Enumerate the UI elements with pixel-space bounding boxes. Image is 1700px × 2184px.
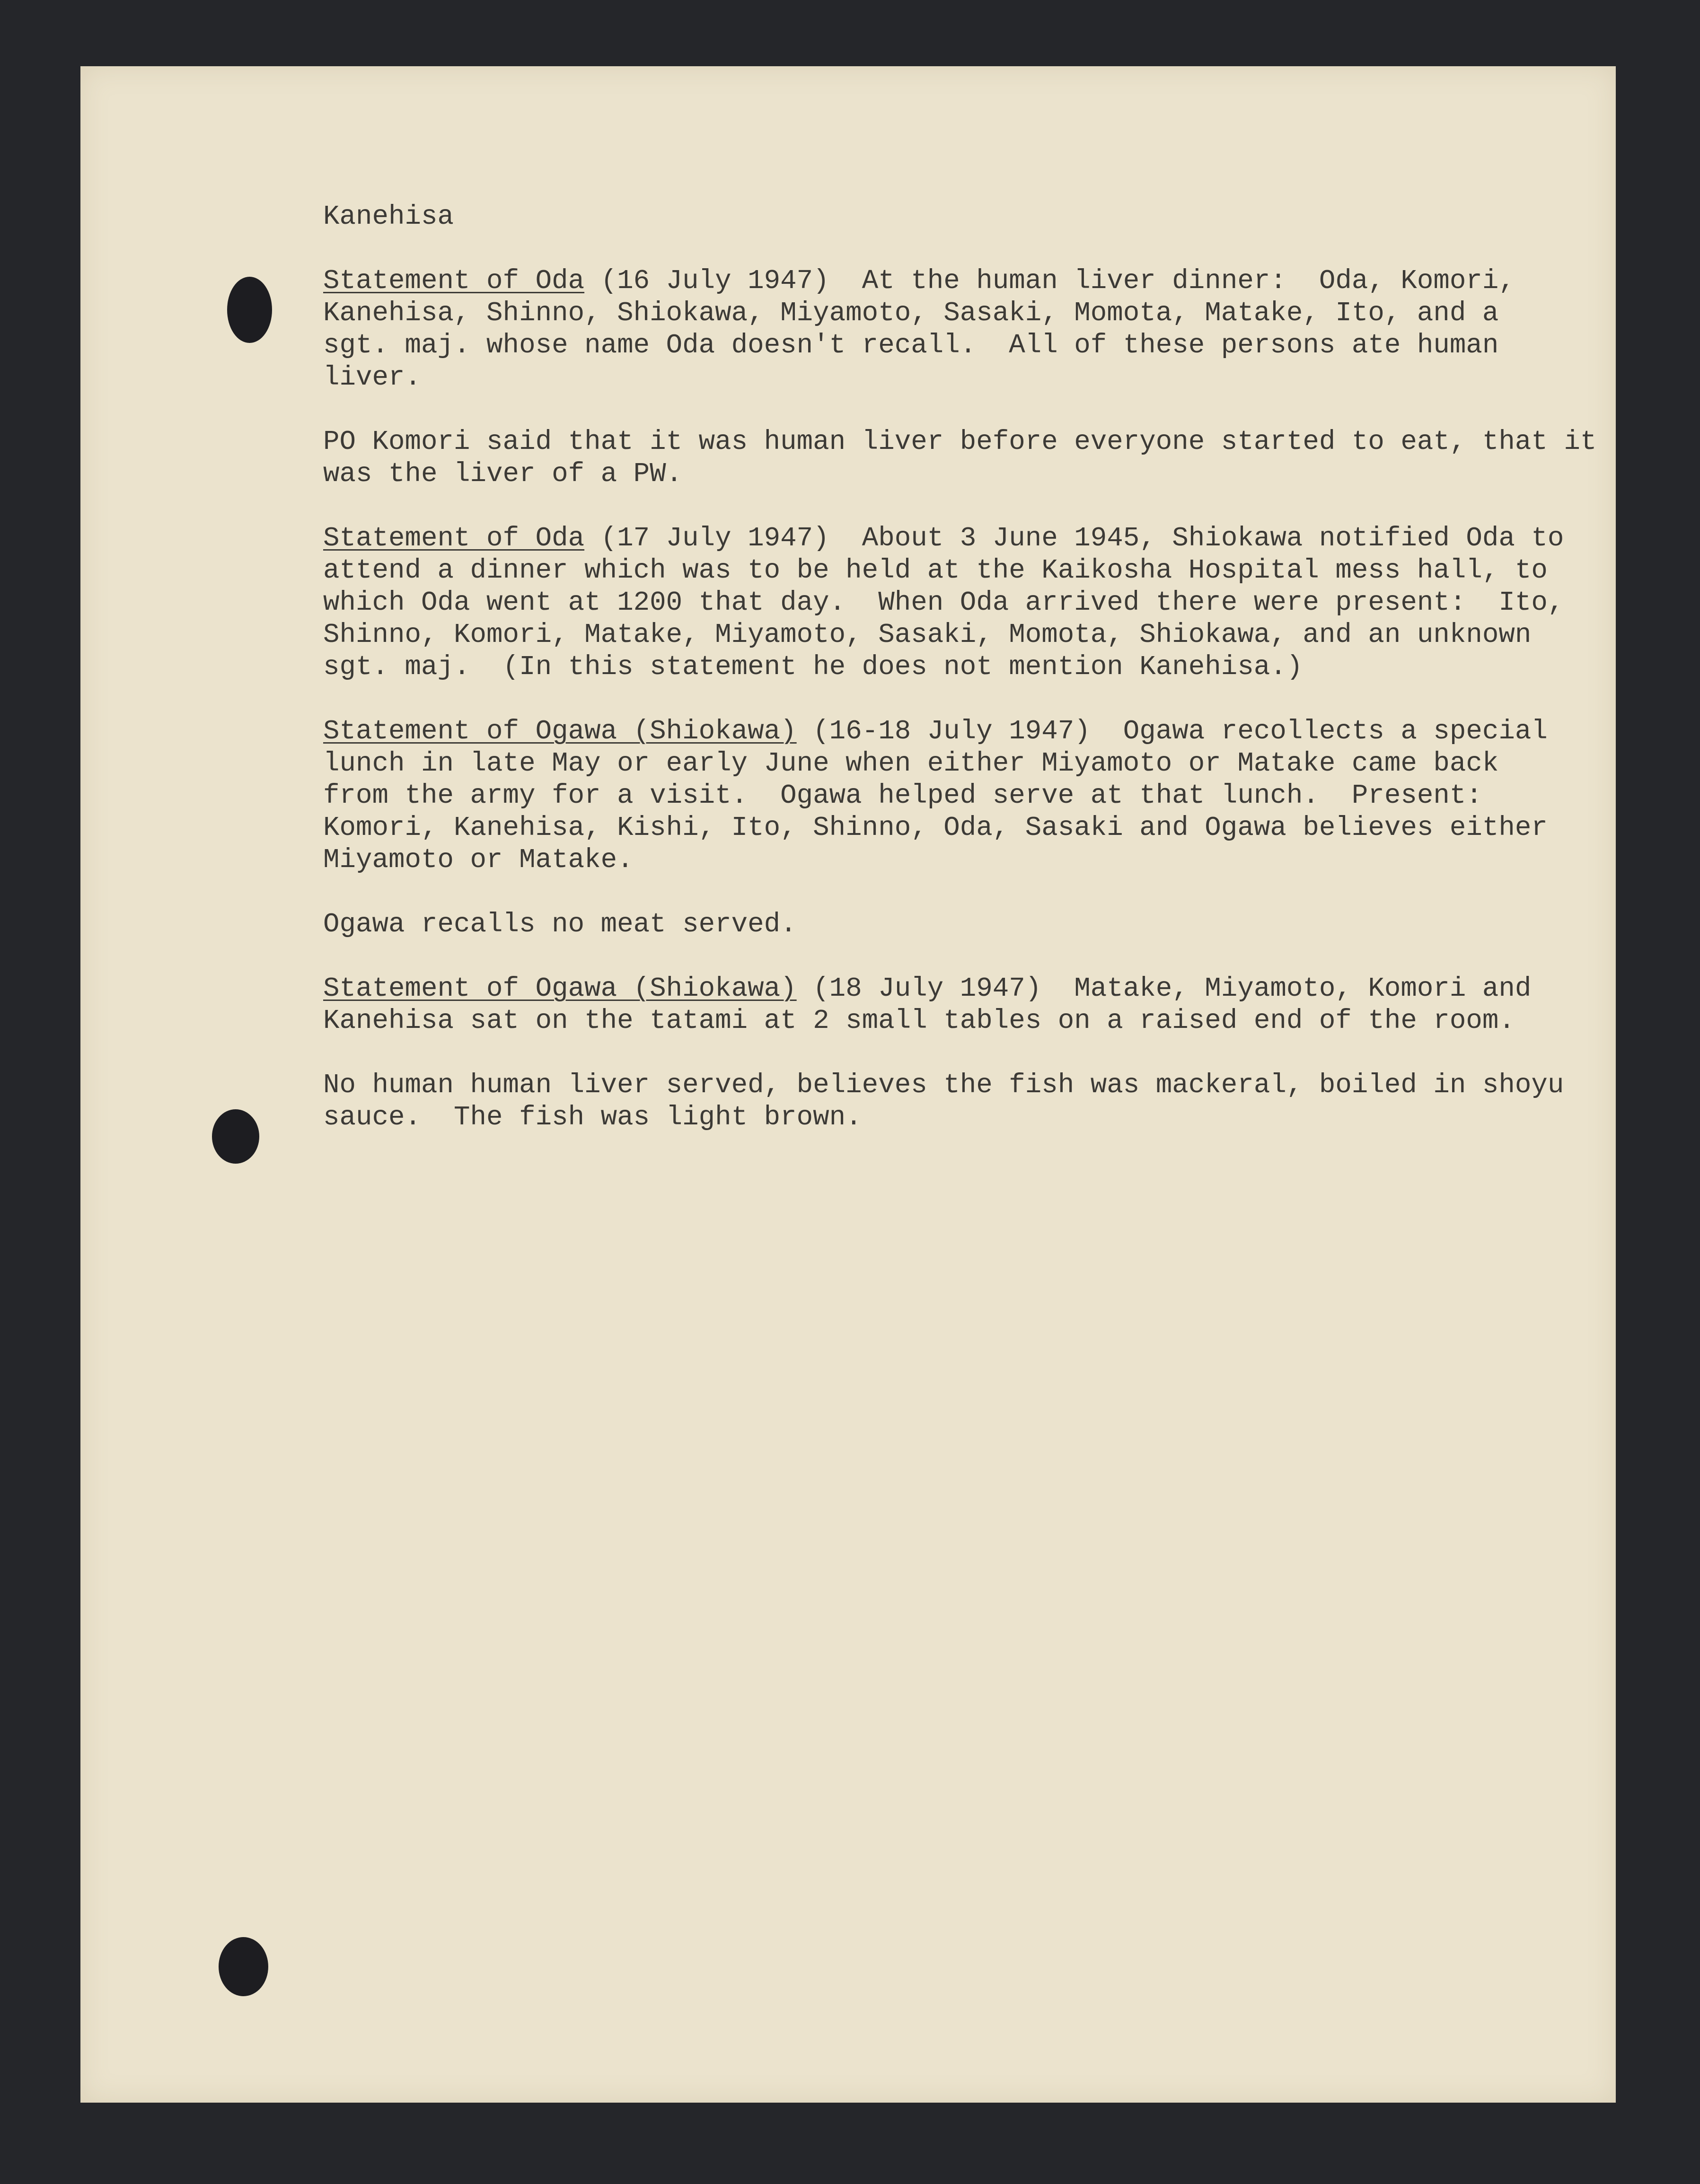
statement-text: (16 July 1947) At the human liver dinner: Oda, Komori, Kanehisa, Shinno, Shiokawa, Miyamoto, Sasaki, Momota, Matake, Ito, and a sgt. maj. whose name Oda doesn't recall. All of these persons ate human liver. — [323, 266, 1515, 393]
document-body — [323, 201, 1601, 1166]
statement-label: Statement of Oda — [323, 266, 585, 297]
paragraph-text: No human human liver served, believes the fish was mackeral, boiled in shoyu sauce. The fish was light brown. — [323, 1070, 1564, 1133]
statement-text: (16-18 July 1947) Ogawa recollects a special lunch in late May or early June when either Miyamoto or Matake came back from the army for a visit. Ogawa helped serve at that lunch. Present: Komori, Kanehisa, Kishi, Ito, Shinno, Oda, Sasaki and Ogawa believes either Miyamoto or Matake. — [323, 716, 1548, 876]
statement-text: (17 July 1947) About 3 June 1945, Shiokawa notified Oda to attend a dinner which was to be held at the Kaikosha Hospital mess hall, to which Oda went at 1200 that day. When Oda arrived there were present: Ito, Shinno, Komori, Matake, Miyamoto, Sasaki, Momota, Shiokawa, and an unknown sgt. maj. (In this statement he does not mention Kanehisa.) — [323, 523, 1564, 683]
paragraph-komori-said — [323, 426, 1601, 491]
paragraph-ogawa-18-july — [323, 973, 1601, 1037]
statement-label: Statement of Oda — [323, 523, 585, 554]
document-heading: Kanehisa — [323, 202, 454, 232]
punch-hole-middle — [212, 1109, 259, 1164]
punch-hole-top — [227, 277, 272, 343]
punch-hole-bottom — [219, 1937, 268, 1996]
paragraph-ogawa-no-meat — [323, 909, 1601, 941]
paragraph-text: Ogawa recalls no meat served. — [323, 909, 797, 940]
paragraph-text: PO Komori said that it was human liver before everyone started to eat, that it was the liver of a PW. — [323, 427, 1597, 490]
paragraph-ogawa-16-18-july — [323, 716, 1601, 877]
statement-label: Statement of Ogawa (Shiokawa) — [323, 974, 797, 1004]
paragraph-oda-17-july — [323, 523, 1601, 684]
statement-text: (18 July 1947) Matake, Miyamoto, Komori and Kanehisa sat on the tatami at 2 small tables on a raised end of the room. — [323, 974, 1532, 1036]
paragraph-oda-16-july — [323, 265, 1601, 394]
statement-label: Statement of Ogawa (Shiokawa) — [323, 716, 797, 747]
paragraph-fish-served — [323, 1070, 1601, 1134]
